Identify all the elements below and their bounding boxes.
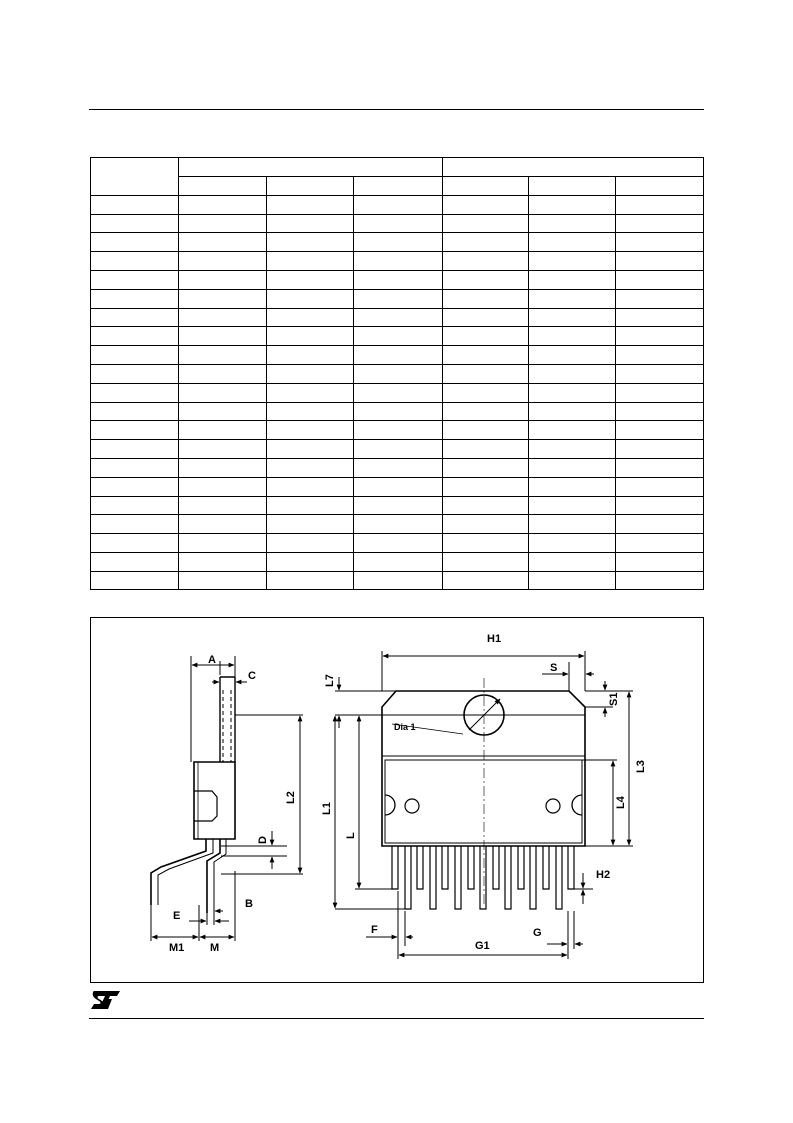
dim-label-G: G (533, 927, 542, 939)
st-logo (90, 989, 122, 1011)
table-row-divider (91, 402, 703, 403)
table-row-divider (91, 496, 703, 497)
dim-label-B: B (245, 898, 253, 910)
table-row-divider (91, 533, 703, 534)
dim-label-M: M (210, 942, 220, 954)
mechanical-data-table (90, 157, 704, 590)
table-row-divider (91, 571, 703, 572)
table-row-divider (91, 308, 703, 309)
header-rule (89, 109, 704, 110)
dim-label-H2: H2 (596, 869, 611, 881)
dim-label-D: D (257, 836, 269, 844)
table-row-divider (91, 439, 703, 440)
table-row-divider (91, 326, 703, 327)
dim-label-E: E (173, 910, 181, 922)
table-row-divider (91, 383, 703, 384)
dim-label-L7: L7 (324, 674, 336, 687)
pin-row (392, 846, 574, 909)
table-row-divider (91, 420, 703, 421)
footer-rule (89, 1018, 704, 1019)
package-drawing-frame (90, 617, 704, 983)
table-row-divider (91, 552, 703, 553)
dim-label-L2: L2 (285, 791, 297, 804)
dim-label-L: L (345, 832, 357, 839)
table-row-divider (91, 232, 703, 233)
dim-label-C: C (248, 670, 256, 682)
table-row-divider (91, 289, 703, 290)
dim-label-F: F (371, 924, 378, 936)
dim-label-S1: S1 (608, 692, 620, 706)
dim-label-M1: M1 (169, 942, 185, 954)
table-row-divider (91, 477, 703, 478)
table-column-divider (178, 158, 179, 589)
table-row-divider (91, 345, 703, 346)
table-row-divider (91, 514, 703, 515)
dim-label-G1: G1 (475, 940, 490, 952)
table-row-divider (91, 364, 703, 365)
table-header-divider (178, 176, 703, 177)
dim-label-A: A (208, 654, 216, 666)
dim-label-L3: L3 (635, 760, 647, 773)
package-outline-drawing (91, 618, 704, 983)
table-row-divider (91, 251, 703, 252)
table-row-divider (91, 214, 703, 215)
dim-label-L4: L4 (615, 796, 627, 809)
front-view (335, 651, 633, 959)
table-row-divider (91, 458, 703, 459)
dim-label-dia1: Dia 1 (394, 722, 416, 732)
side-view (151, 656, 303, 941)
dim-label-H1: H1 (487, 633, 502, 645)
dim-label-S: S (550, 662, 558, 674)
table-row-divider (91, 195, 703, 196)
table-row-divider (91, 270, 703, 271)
dim-label-L1: L1 (321, 802, 333, 815)
table-column-divider (442, 158, 443, 589)
